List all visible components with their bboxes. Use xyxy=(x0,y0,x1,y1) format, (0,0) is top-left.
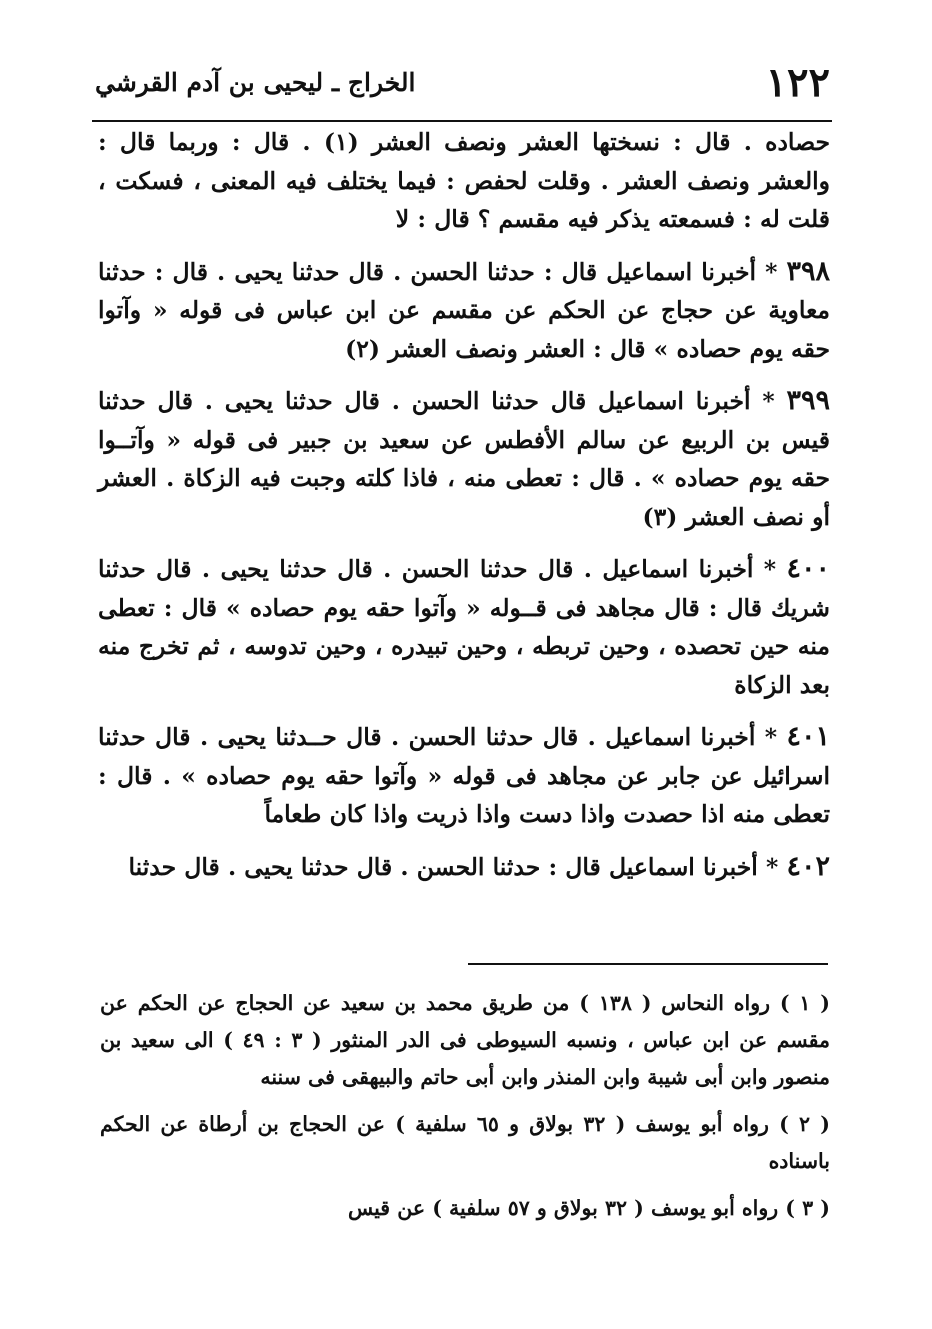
paragraph-text: * أخبرنا اسماعيل . قال حدثنا الحسن . قال حــدثنا يحيى . قال حدثنا اسرائيل عن جابر عن مجاهد فى قوله « وآتوا حقه يوم حصاده » . قال : تعطى منه اذا حصدت واذا دست واذا ذريت واذا كان طعاماً xyxy=(98,723,830,828)
running-title: الخراج ـ ليحيى بن آدم القرشي xyxy=(95,67,416,97)
paragraph-number: ٣٩٩ xyxy=(786,385,830,416)
main-text xyxy=(98,123,830,886)
paragraph-text: * أخبرنا اسماعيل قال : حدثنا الحسن . قال حدثنا يحيى . قال : حدثنا معاوية عن حجاج عن الحكم عن مقسم عن ابن عباس فى قوله « وآتوا حقه يوم حصاده » قال : العشر ونصف العشر (٢) xyxy=(98,257,830,363)
paragraph-number: ٣٩٨ xyxy=(786,255,830,287)
paragraph-number: ٤٠١ xyxy=(786,721,831,752)
paragraph-text: * أخبرنا اسماعيل قال : حدثنا الحسن . قال حدثنا يحيى . قال حدثنا xyxy=(128,852,779,881)
paragraph-401 xyxy=(98,718,830,834)
paragraph-continuation xyxy=(98,123,830,239)
paragraph-399 xyxy=(98,382,830,536)
paragraph-text: * أخبرنا اسماعيل . قال حدثنا الحسن . قال حدثنا يحيى . قال حدثنا شريك قال : قال مجاهد فى قــوله « وآتوا حقه يوم حصاده » قال : تعطى منه حين تحصده ، وحين تربطه ، وحين تبيدره ، وحين تدوسه ، ثم تخرج منه بعد الزكاة xyxy=(98,555,830,699)
paragraph-402 xyxy=(98,848,830,887)
paragraph-number: ٤٠٢ xyxy=(786,850,830,882)
page-number: ١٢٢ xyxy=(765,58,830,106)
footnote-rule xyxy=(468,963,828,965)
footnote-3: ( ٣ ) رواه أبو يوسف ( ٣٢ بولاق و ٥٧ سلفية ) عن قيس xyxy=(347,1196,830,1220)
footnote-1: ( ١ ) رواه النحاس ( ١٣٨ ) من طريق محمد بن سعيد عن الحجاج عن الحكم عن مقسم عن ابن عباس ، ونسبه السيوطى فى الدر المنثور ( ٣ : ٤٩ ) الى سعيد بن منصور وابن أبى شيبة وابن المنذر وابن أبى حاتم والبيهقى فى سننه xyxy=(100,991,830,1089)
paragraph-400 xyxy=(98,550,830,704)
header-rule xyxy=(92,120,832,122)
paragraph-text: * أخبرنا اسماعيل قال حدثنا الحسن . قال حدثنا يحيى . قال حدثنا قيس بن الربيع عن سالم الأفطس عن سعيد بن جبير فى قوله « وآتــوا حقه يوم حصاده » . قال : تعطى منه ، فاذا كلته وجبت فيه الزكاة . العشر أو نصف العشر (٣) xyxy=(98,387,830,531)
footnotes xyxy=(100,985,830,1227)
paragraph-number: ٤٠٠ xyxy=(786,553,830,584)
paragraph-text: حصاده . قال : نسختها العشر ونصف العشر (١) . قال : وربما قال : والعشر ونصف العشر . وقلت لحفص : فيما يختلف فيه المعنى ، فسكت ، قلت له : فسمعته يذكر فيه مقسم ؟ قال : لا xyxy=(98,128,830,233)
footnote-2: ( ٢ ) رواه أبو يوسف ( ٣٢ بولاق و ٦٥ سلفية ) عن الحجاج بن أرطاة عن الحكم باسناده xyxy=(100,1112,830,1173)
paragraph-398 xyxy=(98,253,830,369)
page-header xyxy=(95,52,830,112)
